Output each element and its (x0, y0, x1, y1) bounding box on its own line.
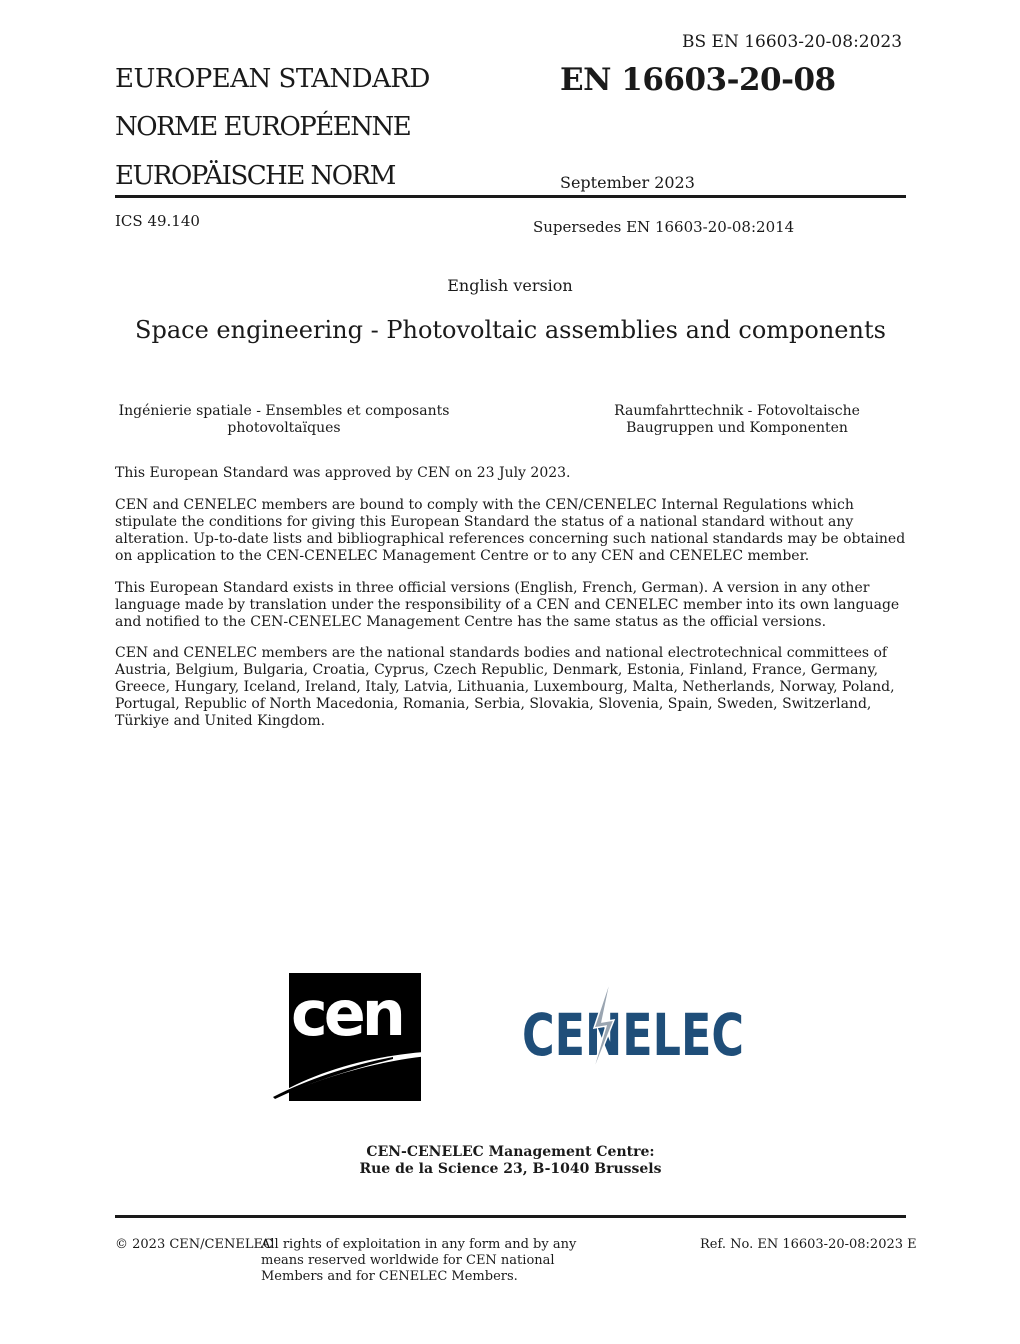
rights-statement: All rights of exploitation in any form and by any means reserved worldwide for CEN national Members and for CENELEC Members. (261, 1237, 577, 1284)
copyright: © 2023 CEN/CENELEC (115, 1237, 273, 1252)
cenelec-logo (520, 970, 750, 1085)
ics-code: ICS 49.140 (115, 212, 200, 230)
management-centre-name: CEN-CENELEC Management Centre: (366, 1144, 655, 1160)
title-german: Raumfahrttechnik - Fotovoltaische Baugruppen und Komponenten (614, 403, 860, 436)
footer-divider (115, 1215, 906, 1218)
publication-date: September 2023 (560, 173, 695, 192)
standard-title-en: EUROPEAN STANDARD (115, 64, 430, 94)
language-version: English version (447, 276, 573, 295)
cenelec-logo-text: CENELEC (522, 1001, 744, 1069)
header-divider (115, 195, 906, 198)
versions-paragraph: This European Standard exists in three official versions (English, French, German). A version in any other language made by translation under the responsibility of a CEN and CENELEC member into its own language and notified to the CEN-CENELEC Management Centre has the same status as the official versions. (115, 580, 900, 630)
standard-title-de: EUROPÄISCHE NORM (115, 161, 395, 191)
cen-logo-text: cen (291, 977, 402, 1050)
standard-title-fr: NORME EUROPÉENNE (115, 112, 411, 142)
compliance-paragraph: CEN and CENELEC members are bound to comply with the CEN/CENELEC Internal Regulations which stipulate the conditions for giving this European Standard the status of a national standard without any alteration. Up-to-date lists and bibliographical references concerning such national standards may be obtained on application to the CEN-CENELEC Management Centre or to any CEN and CENELEC member. (115, 497, 906, 564)
management-centre (115, 1144, 906, 1178)
standard-number: EN 16603-20-08 (560, 62, 836, 98)
supersedes-note: Supersedes EN 16603-20-08:2014 (533, 218, 795, 236)
reference-number: Ref. No. EN 16603-20-08:2023 E (700, 1237, 917, 1252)
approval-paragraph: This European Standard was approved by CEN on 23 July 2023. (115, 465, 571, 481)
bs-reference: BS EN 16603-20-08:2023 (682, 32, 903, 52)
members-paragraph: CEN and CENELEC members are the national standards bodies and national electrotechnical committees of Austria, Belgium, Bulgaria, Croatia, Cyprus, Czech Republic, Denmark, Estonia, Finland, France, Germany, Greece, Hungary, Iceland, Ireland, Italy, Latvia, Lithuania, Luxembourg, Malta, Netherlands, Norway, Poland, Portugal, Republic of North Macedonia, Romania, Serbia, Slovakia, Slovenia, Spain, Sweden, Switzerland, Türkiye and United Kingdom. (115, 645, 895, 729)
management-centre-address: Rue de la Science 23, B-1040 Brussels (359, 1161, 662, 1177)
title-french: Ingénierie spatiale - Ensembles et composants photovoltaïques (118, 403, 450, 436)
cen-logo (273, 973, 438, 1103)
document-title: Space engineering - Photovoltaic assemblies and components (135, 316, 886, 344)
